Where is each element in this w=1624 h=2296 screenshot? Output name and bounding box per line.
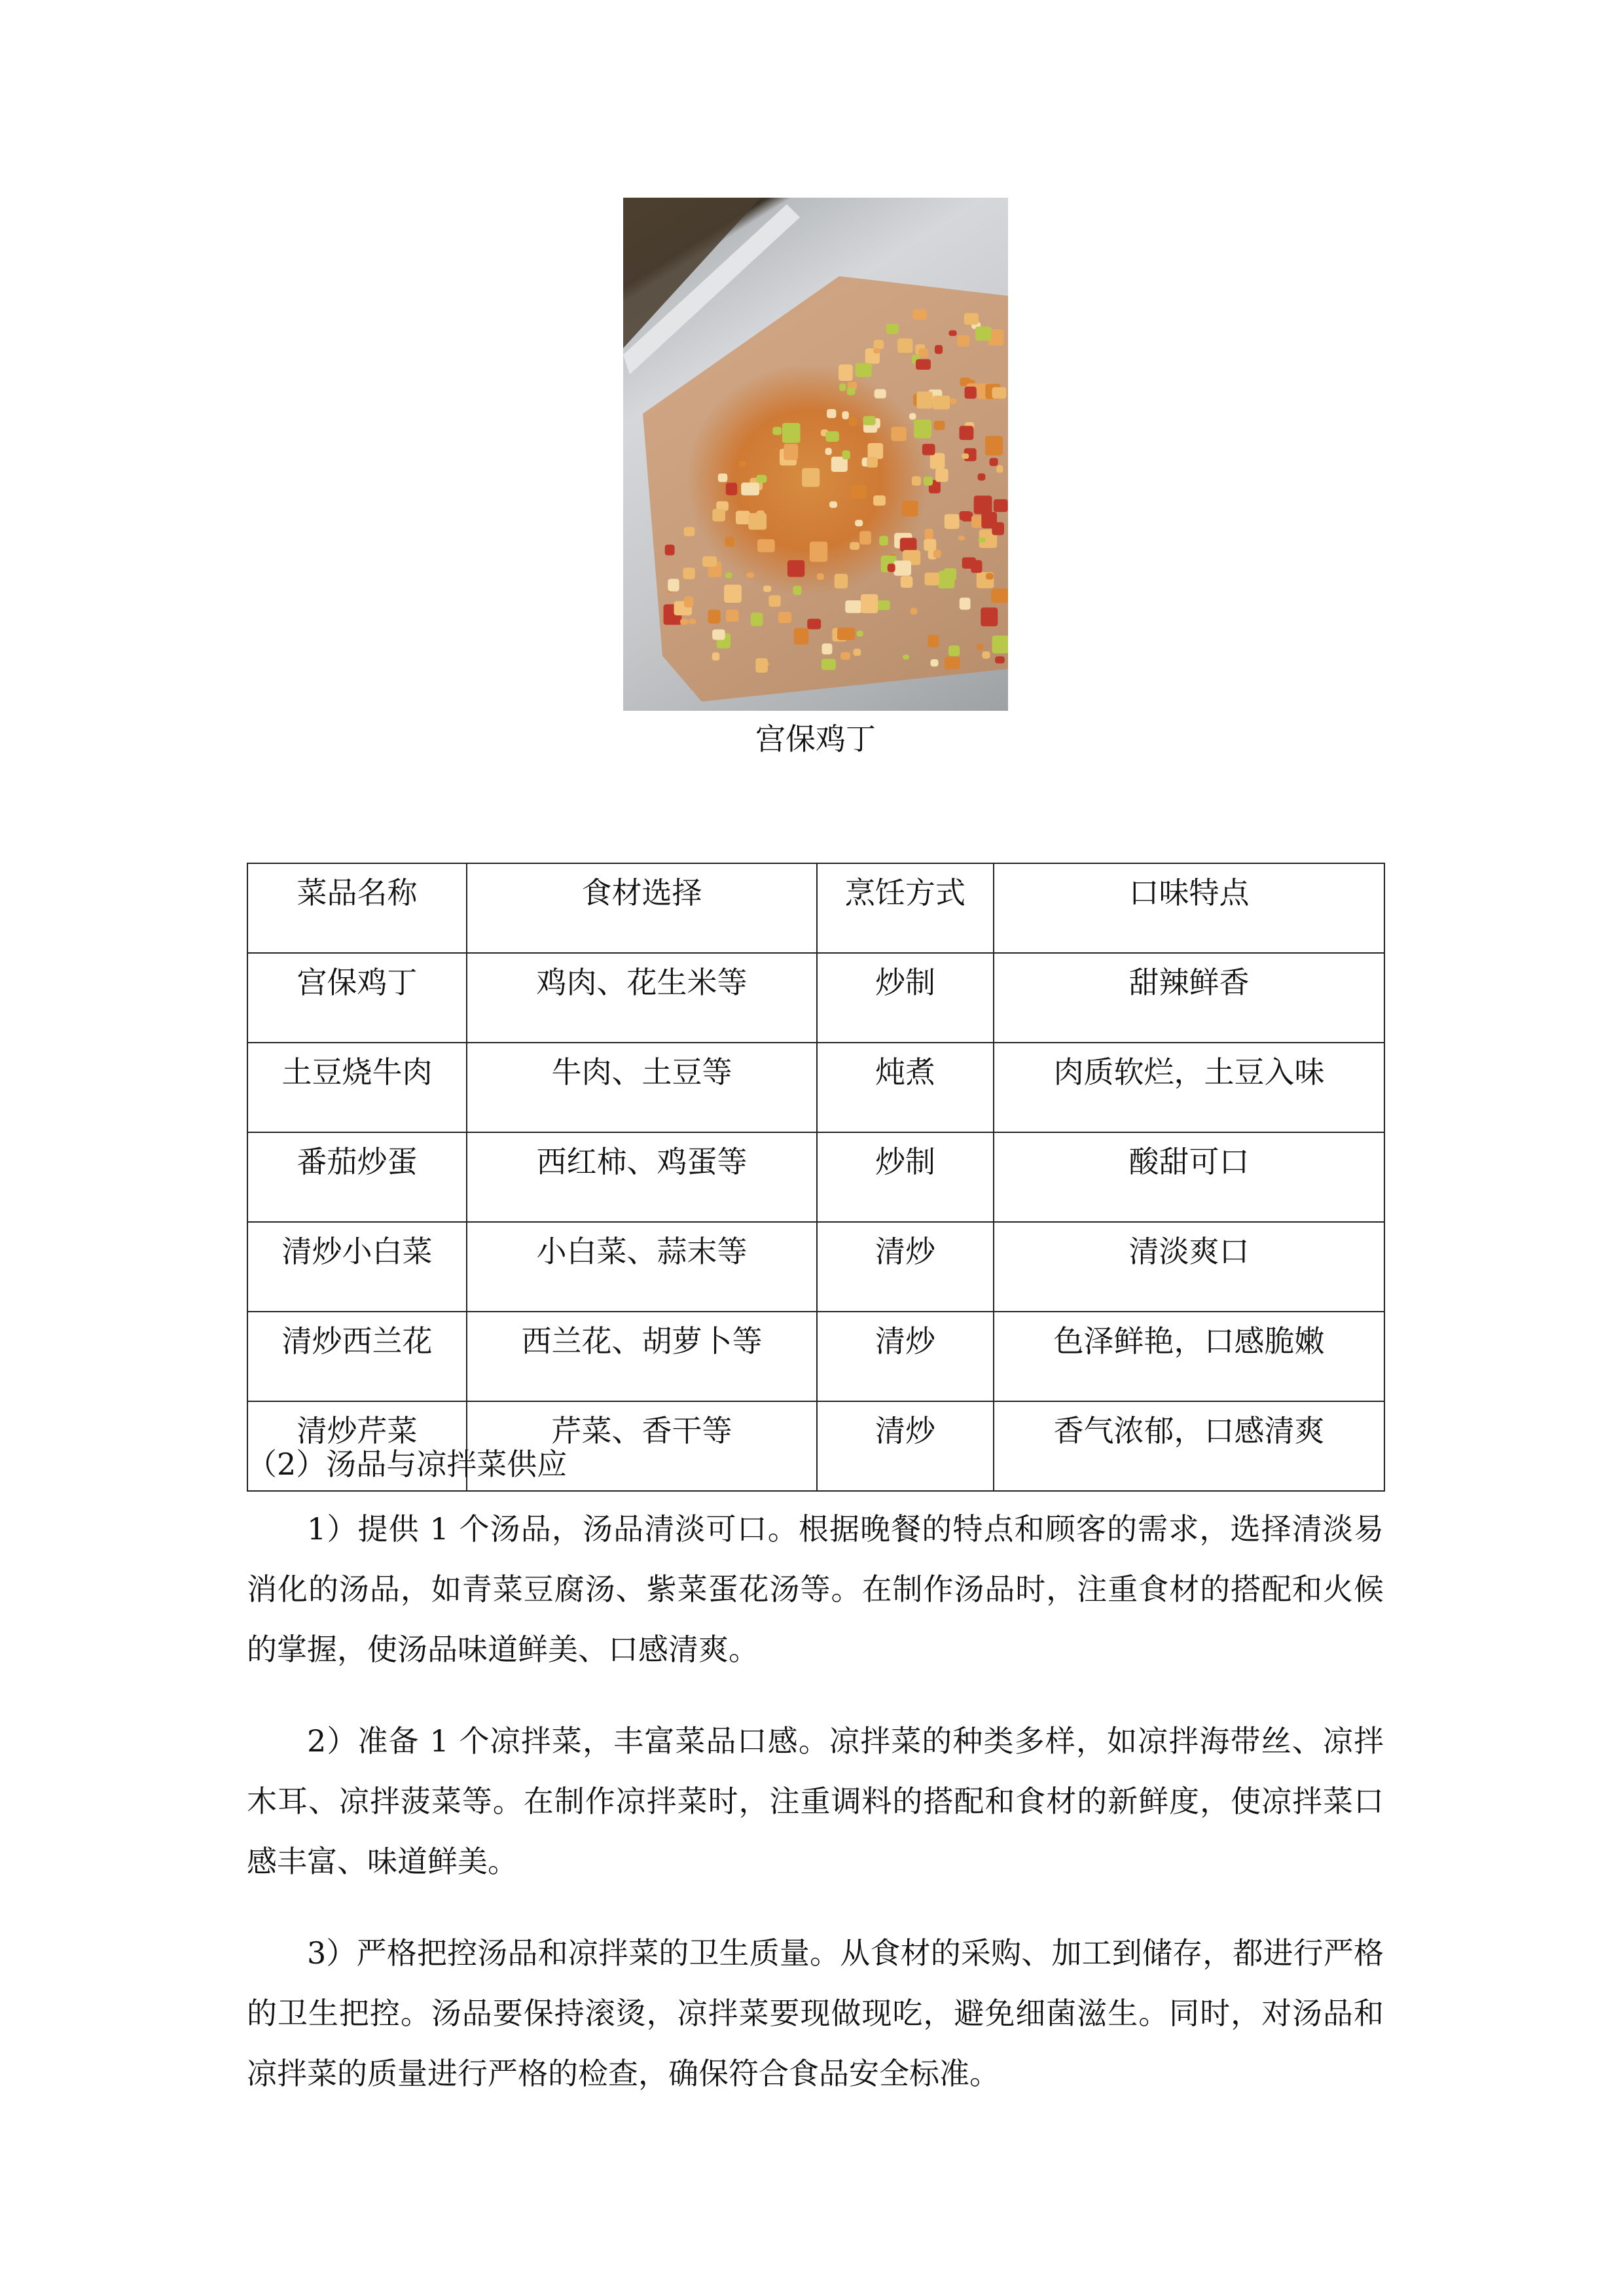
food-piece <box>708 610 720 624</box>
food-piece <box>718 473 728 482</box>
food-piece <box>712 653 719 661</box>
food-piece <box>902 501 918 516</box>
food-piece <box>825 448 832 455</box>
food-piece <box>782 423 801 443</box>
food-piece <box>992 387 1007 399</box>
food-piece <box>802 468 820 487</box>
food-piece <box>873 495 886 506</box>
food-piece <box>741 482 759 495</box>
food-piece <box>757 539 775 552</box>
cell-flavor: 肉质软烂，土豆入味 <box>994 1043 1384 1132</box>
food-piece <box>680 619 688 624</box>
food-piece <box>702 556 717 567</box>
header-cooking-method: 烹饪方式 <box>817 863 994 953</box>
food-piece <box>817 573 824 580</box>
table-row <box>247 1132 1384 1222</box>
food-piece <box>755 658 768 673</box>
cell-cooking-method: 炒制 <box>817 1132 994 1222</box>
food-piece <box>683 567 695 579</box>
food-piece <box>909 413 916 420</box>
food-piece <box>879 536 888 546</box>
food-piece <box>736 511 750 524</box>
food-piece <box>948 645 960 656</box>
food-piece <box>837 628 855 640</box>
food-piece <box>962 557 976 568</box>
cell-flavor: 香气浓郁，口感清爽 <box>994 1401 1384 1491</box>
food-piece <box>948 331 956 336</box>
food-piece <box>916 391 933 408</box>
food-piece <box>807 619 821 629</box>
food-piece <box>668 579 679 591</box>
cell-dish-name: 清炒芹菜 <box>247 1401 467 1491</box>
food-piece <box>768 595 780 607</box>
food-piece <box>991 588 1008 603</box>
food-piece <box>859 531 871 545</box>
food-piece <box>725 573 732 579</box>
table-row <box>247 1222 1384 1312</box>
header-ingredients: 食材选择 <box>467 863 817 953</box>
food-piece <box>957 335 969 346</box>
food-piece <box>962 454 969 459</box>
food-piece <box>778 612 791 623</box>
food-piece <box>982 651 990 658</box>
food-piece <box>913 309 928 319</box>
food-piece <box>985 436 1003 456</box>
food-piece <box>794 628 808 644</box>
food-piece <box>922 444 935 455</box>
food-piece <box>901 576 913 588</box>
food-piece <box>867 457 878 467</box>
food-piece <box>912 476 921 486</box>
food-piece <box>726 483 737 495</box>
food-piece <box>863 416 876 425</box>
food-piece <box>960 598 971 609</box>
food-piece <box>986 573 994 579</box>
food-piece <box>821 659 836 670</box>
food-piece <box>914 420 931 438</box>
figure-caption: 宫保鸡丁 <box>755 721 876 757</box>
food-piece <box>746 573 754 578</box>
food-piece <box>772 427 782 435</box>
food-piece <box>845 600 861 613</box>
kung-pao-chicken-illustration <box>623 198 1008 711</box>
food-piece <box>875 389 886 399</box>
food-piece <box>916 359 931 370</box>
food-piece <box>839 384 846 391</box>
food-piece <box>751 613 763 626</box>
food-piece <box>888 564 895 572</box>
food-piece <box>848 417 857 426</box>
header-flavor: 口味特点 <box>994 863 1384 953</box>
food-piece <box>930 659 938 666</box>
table-row <box>247 1043 1384 1132</box>
food-piece <box>851 485 867 499</box>
food-piece <box>979 537 986 543</box>
food-piece <box>989 458 998 466</box>
food-piece <box>945 656 960 669</box>
cell-cooking-method: 清炒 <box>817 1401 994 1491</box>
cell-ingredients: 鸡肉、花生米等 <box>467 953 817 1043</box>
cell-flavor: 酸甜可口 <box>994 1132 1384 1222</box>
food-piece <box>965 387 977 399</box>
food-piece <box>738 461 746 466</box>
food-piece <box>935 469 948 482</box>
food-piece <box>924 539 936 550</box>
cell-flavor: 清淡爽口 <box>994 1222 1384 1312</box>
cell-ingredients: 小白菜、蒜末等 <box>467 1222 817 1312</box>
food-piece <box>822 643 833 655</box>
food-piece <box>924 476 933 486</box>
dish-photo <box>623 198 1008 711</box>
food-piece <box>847 387 856 395</box>
food-piece <box>900 538 917 552</box>
cell-dish-name: 番茄炒蛋 <box>247 1132 467 1222</box>
food-piece <box>933 395 950 409</box>
food-piece <box>873 348 880 353</box>
food-piece <box>756 475 767 483</box>
food-piece <box>835 574 848 588</box>
cell-cooking-method: 炖煮 <box>817 1043 994 1132</box>
food-piece <box>868 443 884 459</box>
food-piece <box>933 421 945 430</box>
section-heading: （2）汤品与凉拌菜供应 <box>247 1446 568 1482</box>
cell-ingredients: 芹菜、香干等 <box>467 1401 817 1491</box>
food-piece <box>975 327 991 340</box>
food-piece <box>684 596 693 607</box>
cell-dish-name: 土豆烧牛肉 <box>247 1043 467 1132</box>
table-row <box>247 1312 1384 1401</box>
food-piece <box>810 542 827 562</box>
cell-cooking-method: 炒制 <box>817 953 994 1043</box>
food-piece <box>712 630 725 640</box>
cell-ingredients: 牛肉、土豆等 <box>467 1043 817 1132</box>
food-piece <box>978 473 986 480</box>
food-piece <box>959 426 973 440</box>
food-piece <box>911 608 918 615</box>
food-piece <box>933 550 941 558</box>
food-piece <box>893 561 911 576</box>
food-piece <box>840 653 850 660</box>
food-piece <box>897 338 912 353</box>
food-piece <box>995 656 1005 664</box>
food-piece <box>784 444 798 460</box>
food-piece <box>930 453 945 469</box>
food-piece <box>891 427 906 441</box>
cell-cooking-method: 清炒 <box>817 1222 994 1312</box>
food-piece <box>964 313 979 325</box>
food-piece <box>829 501 837 508</box>
food-piece <box>994 499 1008 512</box>
food-piece <box>793 586 801 595</box>
food-piece <box>935 345 943 354</box>
food-piece <box>903 655 909 660</box>
food-piece <box>958 535 965 540</box>
food-piece <box>861 594 878 613</box>
dish-table <box>247 863 1385 1492</box>
food-piece <box>855 520 863 526</box>
food-piece <box>787 560 804 577</box>
food-piece <box>842 411 848 419</box>
cell-flavor: 色泽鲜艳，口感脆嫩 <box>994 1312 1384 1401</box>
food-piece <box>842 450 850 459</box>
food-piece <box>886 324 899 334</box>
food-piece <box>839 365 853 381</box>
cell-dish-name: 清炒西兰花 <box>247 1312 467 1401</box>
food-piece <box>726 609 738 622</box>
food-piece <box>992 522 1004 535</box>
food-piece <box>689 619 696 624</box>
food-piece <box>977 644 983 650</box>
food-piece <box>945 514 960 529</box>
food-piece <box>950 398 956 404</box>
food-piece <box>724 584 742 603</box>
food-piece <box>996 465 1003 473</box>
food-piece <box>850 542 859 550</box>
cell-dish-name: 清炒小白菜 <box>247 1222 467 1312</box>
food-piece <box>827 409 836 418</box>
header-dish-name: 菜品名称 <box>247 863 467 953</box>
cell-flavor: 甜辣鲜香 <box>994 953 1384 1043</box>
food-piece <box>712 509 725 522</box>
food-piece <box>971 516 983 528</box>
table-header-row <box>247 863 1384 953</box>
cell-cooking-method: 清炒 <box>817 1312 994 1401</box>
food-piece <box>928 635 939 647</box>
food-piece <box>665 545 675 555</box>
paragraph-cold-dish: 2）准备 1 个凉拌菜，丰富菜品口感。凉拌菜的种类多样，如凉拌海带丝、凉拌木耳、凉拌菠菜等。在制作凉拌菜时，注重调料的搭配和食材的新鲜度，使凉拌菜口感丰富、味道鲜美。 <box>247 1723 1384 1879</box>
food-piece <box>748 513 767 529</box>
food-piece <box>960 511 971 520</box>
paragraph-hygiene: 3）严格把控汤品和凉拌菜的卫生质量。从食材的采购、加工到储存，都进行严格的卫生把控。汤品要保持滚烫，凉拌菜要现做现吃，避免细菌滋生。同时，对汤品和凉拌菜的质量进行严格的检查，确保符合食品安全标准。 <box>247 1935 1384 2091</box>
cell-dish-name: 宫保鸡丁 <box>247 953 467 1043</box>
food-piece <box>876 600 890 610</box>
food-piece <box>825 431 839 442</box>
food-piece <box>992 636 1008 653</box>
food-piece <box>684 527 695 536</box>
table-row <box>247 953 1384 1043</box>
food-piece <box>725 537 734 547</box>
food-piece <box>919 348 928 357</box>
food-piece <box>856 363 872 377</box>
food-piece <box>938 571 954 588</box>
cell-ingredients: 西红柿、鸡蛋等 <box>467 1132 817 1222</box>
food-piece <box>924 573 939 586</box>
food-piece <box>856 631 863 637</box>
food-piece <box>874 340 884 349</box>
cell-ingredients: 西兰花、胡萝卜等 <box>467 1312 817 1401</box>
food-piece <box>853 649 861 656</box>
paragraph-soup: 1）提供 1 个汤品，汤品清淡可口。根据晚餐的特点和顾客的需求，选择清淡易消化的汤品，如青菜豆腐汤、紫菜蛋花汤等。在制作汤品时，注重食材的搭配和火候的掌握，使汤品味道鲜美、口感清爽。 <box>247 1511 1384 1667</box>
food-piece <box>981 607 998 626</box>
food-piece <box>763 586 771 592</box>
food-piece <box>974 495 992 514</box>
food-piece <box>924 529 933 539</box>
